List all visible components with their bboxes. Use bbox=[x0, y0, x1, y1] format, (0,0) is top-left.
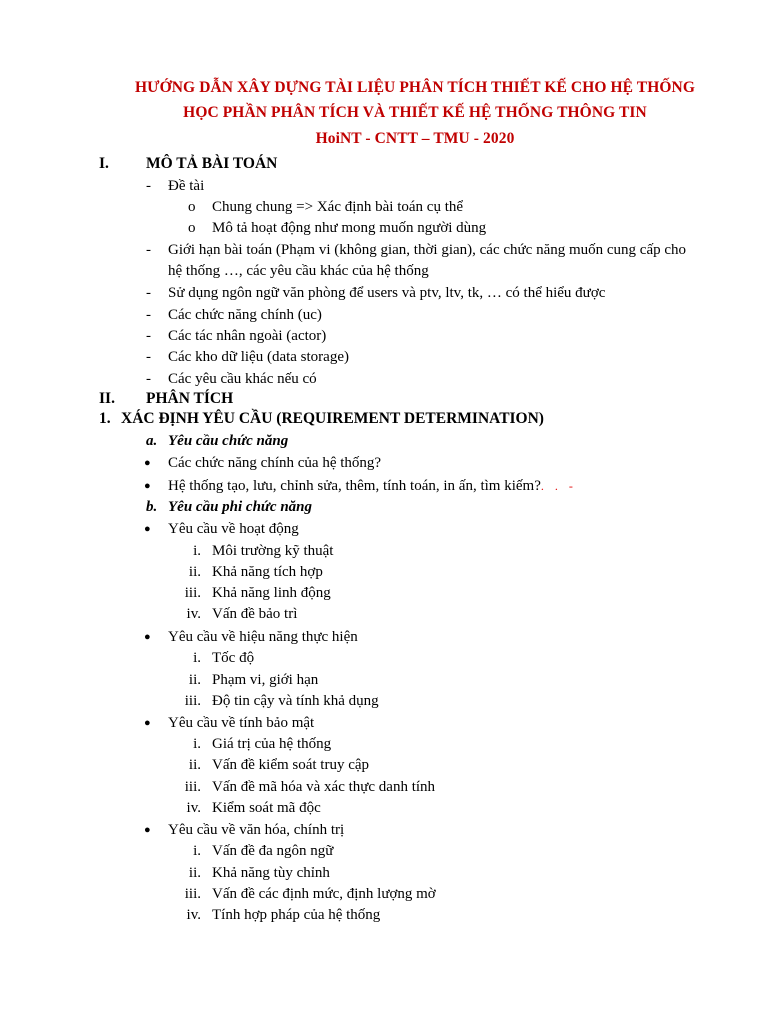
roman-numeral: iii. bbox=[184, 693, 201, 709]
roman-numeral: ii. bbox=[188, 757, 201, 773]
section-1-title: MÔ TẢ BÀI TOÁN bbox=[146, 155, 278, 172]
sec-item: Giá trị của hệ thống bbox=[212, 736, 332, 752]
roman-numeral: iii. bbox=[184, 779, 201, 795]
subsection-1-title: XÁC ĐỊNH YÊU CẦU (REQUIREMENT DETERMINATION) bbox=[121, 410, 544, 427]
dash-marker: - bbox=[146, 371, 151, 387]
dash-marker: - bbox=[146, 178, 151, 194]
ops-item: Vấn đề bảo trì bbox=[212, 606, 298, 622]
bullet-icon: ● bbox=[144, 457, 151, 469]
circle-bullet-icon: o bbox=[188, 220, 196, 236]
roman-numeral: iv. bbox=[186, 606, 201, 622]
topic-sub-2: Mô tả hoạt động như mong muốn người dùng bbox=[212, 220, 487, 236]
sub-b-title: Yêu cầu phi chức năng bbox=[168, 499, 313, 515]
a-item-2-text: Hệ thống tạo, lưu, chỉnh sửa, thêm, tính toán, in ấn, tìm kiếm? bbox=[168, 478, 541, 494]
doc-title-line1: HƯỚNG DẪN XÂY DỰNG TÀI LIỆU PHÂN TÍCH THIẾT KẾ CHO HỆ THỐNG bbox=[135, 79, 695, 96]
spellcheck-marks: . . - bbox=[540, 479, 577, 493]
a-item-2 bbox=[168, 476, 577, 497]
bullet-icon: ● bbox=[144, 480, 151, 492]
cult-item: Vấn đề đa ngôn ngữ bbox=[212, 843, 334, 859]
doc-title-line2: HỌC PHẦN PHÂN TÍCH VÀ THIẾT KẾ HỆ THỐNG THÔNG TIN bbox=[183, 104, 647, 121]
actors-item: Các tác nhân ngoài (actor) bbox=[168, 328, 327, 344]
ops-item: Môi trường kỹ thuật bbox=[212, 543, 334, 559]
dash-marker: - bbox=[146, 285, 151, 301]
roman-numeral: iii. bbox=[184, 585, 201, 601]
cult-item: Khả năng tùy chỉnh bbox=[212, 865, 330, 881]
section-2-title: PHÂN TÍCH bbox=[146, 390, 234, 407]
other-item: Các yêu cầu khác nếu có bbox=[168, 371, 317, 387]
perf-item: Phạm vi, giới hạn bbox=[212, 672, 319, 688]
sec-item: Vấn đề mã hóa và xác thực danh tính bbox=[212, 779, 436, 795]
topic-label: Đề tài bbox=[168, 178, 205, 194]
perf-item: Độ tin cậy và tính khả dụng bbox=[212, 693, 379, 709]
circle-bullet-icon: o bbox=[188, 199, 196, 215]
dash-marker: - bbox=[146, 307, 151, 323]
bullet-icon: ● bbox=[144, 631, 151, 643]
sub-b-label: b. bbox=[146, 499, 158, 515]
roman-numeral: ii. bbox=[188, 865, 201, 881]
roman-numeral: iv. bbox=[186, 800, 201, 816]
section-2-number: II. bbox=[99, 390, 115, 407]
storage-item: Các kho dữ liệu (data storage) bbox=[168, 349, 349, 365]
scope-line-1: Giới hạn bài toán (Phạm vi (không gian, thời gian), các chức năng muốn cung cấp cho bbox=[168, 242, 687, 258]
ops-item: Khả năng linh động bbox=[212, 585, 331, 601]
sub-a-title: Yêu cầu chức năng bbox=[168, 433, 289, 449]
ops-title: Yêu cầu về hoạt động bbox=[168, 521, 299, 537]
sec-title: Yêu cầu về tính bảo mật bbox=[168, 715, 315, 731]
roman-numeral: ii. bbox=[188, 672, 201, 688]
section-1-number: I. bbox=[99, 155, 109, 172]
bullet-icon: ● bbox=[144, 523, 151, 535]
bullet-icon: ● bbox=[144, 717, 151, 729]
roman-numeral: i. bbox=[193, 650, 201, 666]
topic-sub-1: Chung chung => Xác định bài toán cụ thể bbox=[212, 199, 464, 215]
roman-numeral: iv. bbox=[186, 907, 201, 923]
roman-numeral: i. bbox=[193, 843, 201, 859]
sec-item: Vấn đề kiểm soát truy cập bbox=[212, 757, 370, 773]
cult-item: Vấn đề các định mức, định lượng mờ bbox=[212, 886, 436, 902]
perf-item: Tốc độ bbox=[212, 650, 255, 666]
roman-numeral: i. bbox=[193, 543, 201, 559]
sub-a-label: a. bbox=[146, 433, 158, 449]
functions-item: Các chức năng chính (uc) bbox=[168, 307, 322, 323]
language-item: Sử dụng ngôn ngữ văn phòng để users và ptv, ltv, tk, … có thể hiểu được bbox=[168, 285, 606, 301]
dash-marker: - bbox=[146, 242, 151, 258]
scope-line-2: hệ thống …, các yêu cầu khác của hệ thống bbox=[168, 263, 429, 279]
cult-item: Tính hợp pháp của hệ thống bbox=[212, 907, 381, 923]
roman-numeral: ii. bbox=[188, 564, 201, 580]
roman-numeral: i. bbox=[193, 736, 201, 752]
perf-title: Yêu cầu về hiệu năng thực hiện bbox=[168, 629, 358, 645]
sec-item: Kiểm soát mã độc bbox=[212, 800, 321, 816]
bullet-icon: ● bbox=[144, 824, 151, 836]
ops-item: Khả năng tích hợp bbox=[212, 564, 323, 580]
dash-marker: - bbox=[146, 349, 151, 365]
doc-title-line3: HoiNT - CNTT – TMU - 2020 bbox=[315, 130, 515, 147]
dash-marker: - bbox=[146, 328, 151, 344]
subsection-1-number: 1. bbox=[99, 410, 111, 427]
cult-title: Yêu cầu về văn hóa, chính trị bbox=[168, 822, 345, 838]
roman-numeral: iii. bbox=[184, 886, 201, 902]
a-item-1: Các chức năng chính của hệ thống? bbox=[168, 455, 382, 471]
